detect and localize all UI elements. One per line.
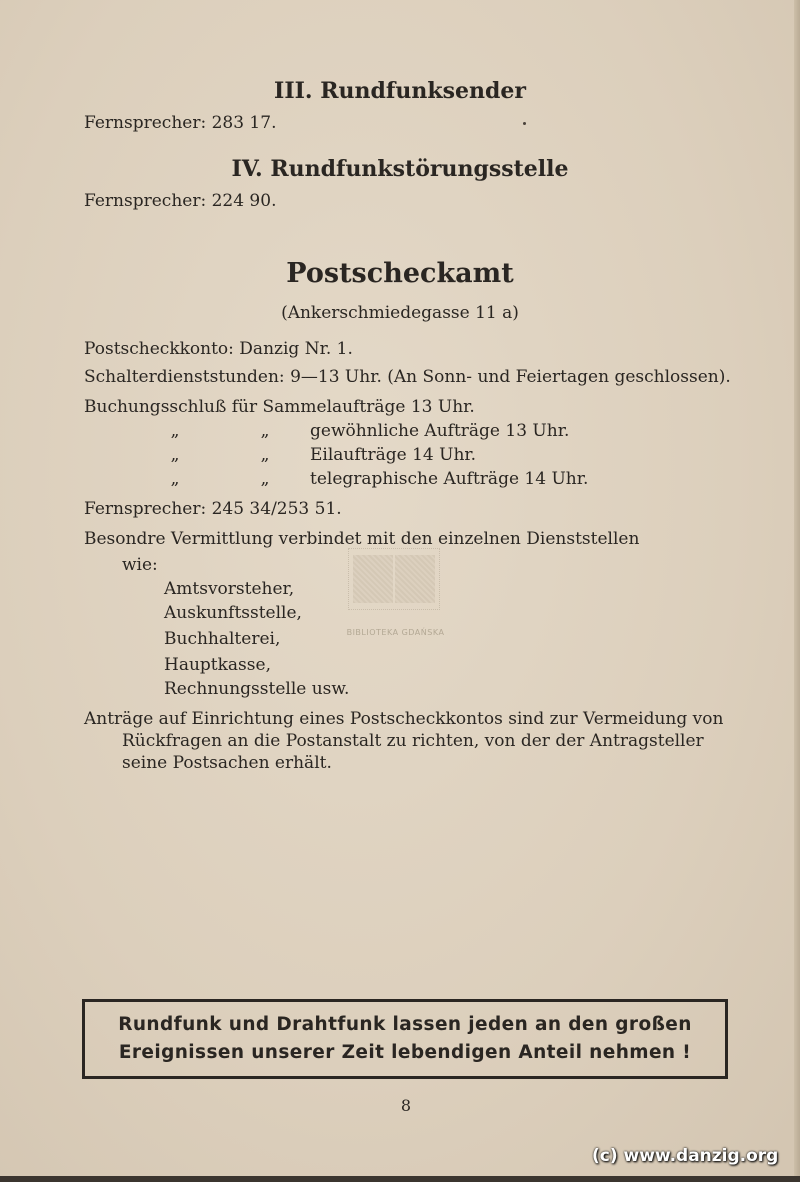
- dienststelle-item: Auskunftsstelle,: [164, 603, 302, 623]
- postscheck-konto: Postscheckkonto: Danzig Nr. 1.: [84, 339, 353, 359]
- buchungsschluss: Buchungsschluß für Sammelaufträge 13 Uhr.: [84, 397, 475, 417]
- buchung-item-text: gewöhnliche Aufträge 13 Uhr.: [310, 421, 570, 441]
- dienststelle-item: Buchhalterei,: [164, 629, 281, 649]
- ditto-mark: „: [170, 445, 180, 465]
- postscheckamt-phone: Fernsprecher: 245 34/253 51.: [84, 499, 342, 519]
- scan-bottom-band: [0, 1176, 800, 1182]
- ditto-mark: „: [170, 469, 180, 489]
- ditto-mark: „: [170, 421, 180, 441]
- antraege-line: Anträge auf Einrichtung eines Postscheckkontos sind zur Vermeidung von: [84, 709, 724, 729]
- watermark: (c) www.danzig.org: [592, 1146, 779, 1166]
- page-number: 8: [400, 1096, 412, 1115]
- buchung-item: [130, 444, 476, 466]
- library-stamp-logo: [348, 548, 440, 610]
- dienststelle-item: Rechnungsstelle usw.: [164, 679, 350, 699]
- advert-box: [82, 999, 728, 1079]
- buchung-item-text: Eilaufträge 14 Uhr.: [310, 445, 477, 465]
- dienststelle-item: Amtsvorsteher,: [164, 579, 295, 599]
- vermittlung-wie: wie:: [122, 555, 158, 575]
- buchung-item: [130, 420, 569, 442]
- stoerungsstelle-phone: Fernsprecher: 224 90.: [84, 191, 277, 211]
- logo-block: [353, 555, 393, 603]
- ditto-mark: „: [260, 469, 270, 489]
- library-stamp-text: BIBLIOTEKA GDAŃSKA: [346, 628, 445, 637]
- heading-stoerungsstelle: IV. Rundfunkstörungsstelle: [231, 156, 569, 182]
- schalterdienststunden: Schalterdienststunden: 9—13 Uhr. (An Sonn- und Feiertagen geschlossen).: [84, 367, 731, 387]
- advert-line: Rundfunk und Drahtfunk lassen jeden an den großen: [118, 1014, 692, 1035]
- logo-block: [395, 555, 435, 603]
- vermittlung-text: Besondre Vermittlung verbindet mit den einzelnen Dienststellen: [84, 529, 640, 549]
- rundfunksender-phone: Fernsprecher: 283 17.: [84, 113, 277, 133]
- antraege-line: seine Postsachen erhält.: [122, 753, 332, 773]
- buchung-item-text: telegraphische Aufträge 14 Uhr.: [310, 469, 589, 489]
- ink-speck: [523, 122, 526, 125]
- ditto-mark: „: [260, 445, 270, 465]
- dienststelle-item: Hauptkasse,: [164, 655, 271, 675]
- postscheckamt-address: (Ankerschmiedegasse 11 a): [281, 303, 519, 323]
- page-edge-shadow: [794, 0, 800, 1182]
- buchung-item: [130, 468, 588, 490]
- advert-line: Ereignissen unserer Zeit lebendigen Anteil nehmen !: [118, 1042, 692, 1063]
- antraege-line: Rückfragen an die Postanstalt zu richten, von der der Antragsteller: [122, 731, 704, 751]
- ditto-mark: „: [260, 421, 270, 441]
- heading-postscheckamt: Postscheckamt: [286, 258, 514, 289]
- heading-rundfunksender: III. Rundfunksender: [274, 78, 526, 104]
